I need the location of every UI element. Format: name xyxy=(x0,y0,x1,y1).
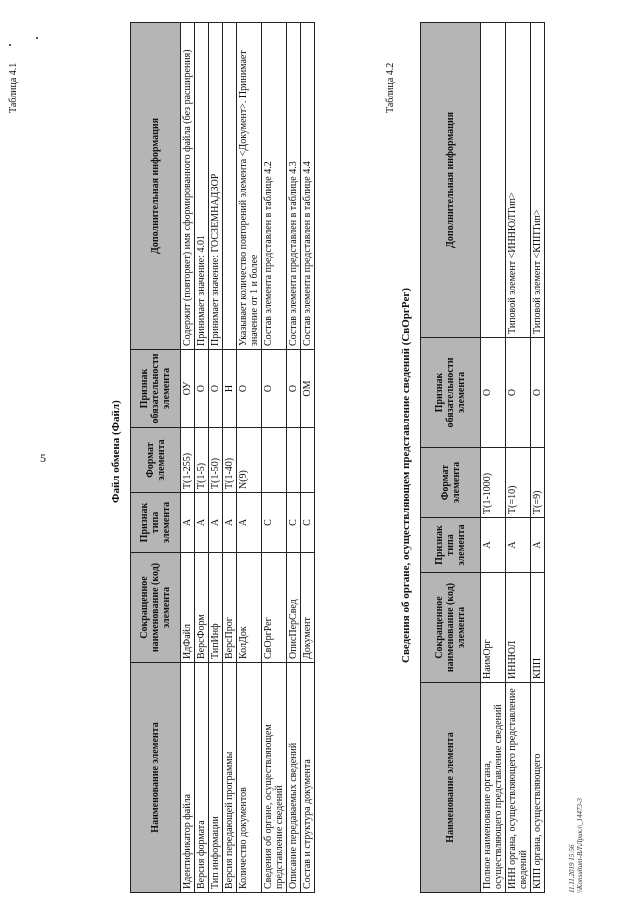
stamp-date: 11.11.2019 15:56 xyxy=(568,844,576,893)
table-caption: Таблица 4.2 xyxy=(385,62,396,113)
column-header: Сокращенное наименование (код) элемента xyxy=(131,553,181,663)
table-cell: А xyxy=(195,493,209,553)
column-header: Наименование элемента xyxy=(421,683,481,893)
column-header: Сокращенное наименование (код) элемента xyxy=(421,573,481,683)
table-row xyxy=(301,23,315,893)
column-header: Признак обязательности элемента xyxy=(421,338,481,448)
table-cell: Количество документов xyxy=(237,663,262,893)
table-cell: T(1-1000) xyxy=(481,448,506,518)
table-cell: КПП xyxy=(531,573,545,683)
table-cell: T(=10) xyxy=(506,448,531,518)
table-cell: А xyxy=(481,518,506,573)
table-cell: А xyxy=(223,493,237,553)
table-cell: T(1-5) xyxy=(195,428,209,493)
table-cell: Состав элемента представлен в таблице 4.3 xyxy=(287,23,301,350)
table-cell: ИНН органа, осуществляющего представление сведений xyxy=(506,683,531,893)
stamp-path: \\Konsultant-ВЛ\Лрикл\_14473-3 xyxy=(576,798,584,893)
column-header: Признак обязательности элемента xyxy=(131,350,181,428)
table-cell: КПП органа, осуществляющего xyxy=(531,683,545,893)
table-cell: Версия формата xyxy=(195,663,209,893)
column-header: Признак типа элемента xyxy=(421,518,481,573)
table-row xyxy=(209,23,223,893)
table-cell: А xyxy=(181,493,195,553)
table-row xyxy=(223,23,237,893)
table-row xyxy=(481,23,506,893)
table-cell xyxy=(223,23,237,350)
table-cell: N(9) xyxy=(237,428,262,493)
table-cell: О xyxy=(262,350,287,428)
table-cell: Типовой элемент <ИННЮЛТип> xyxy=(506,23,531,338)
table-cell: КолДок xyxy=(237,553,262,663)
table-cell: Типовой элемент <КППТип> xyxy=(531,23,545,338)
table-cell: T(1-50) xyxy=(209,428,223,493)
table-title: Сведения об органе, осуществляющем представление сведений (СвОргРег) xyxy=(400,287,412,663)
table-cell: Состав элемента представлен в таблице 4.2 xyxy=(262,23,287,350)
table-cell xyxy=(301,428,315,493)
table-cell: Версия передающей программы xyxy=(223,663,237,893)
table-cell: T(1-40) xyxy=(223,428,237,493)
table-cell: А xyxy=(506,518,531,573)
table-cell: С xyxy=(287,493,301,553)
table-cell: Содержит (повторяет) имя сформированного файла (без расширения) xyxy=(181,23,195,350)
table-row xyxy=(181,23,195,893)
table-cell: ОМ xyxy=(301,350,315,428)
page-number: 5 xyxy=(40,451,46,465)
table-cell: О xyxy=(506,338,531,448)
table-cell: ВерсПрог xyxy=(223,553,237,663)
table-row xyxy=(262,23,287,893)
table-cell: С xyxy=(301,493,315,553)
table-title: Файл обмена (Файл) xyxy=(110,400,122,503)
table-cell: С xyxy=(262,493,287,553)
column-header: Формат элемента xyxy=(421,448,481,518)
column-header: Формат элемента xyxy=(131,428,181,493)
table-caption: Таблица 4.1 xyxy=(8,62,19,113)
table-cell: А xyxy=(209,493,223,553)
table-cell: Н xyxy=(223,350,237,428)
file-stamp xyxy=(568,798,584,893)
table-cell: Документ xyxy=(301,553,315,663)
table-cell: ВерсФорм xyxy=(195,553,209,663)
table-cell: ИННЮЛ xyxy=(506,573,531,683)
table-cell: О xyxy=(481,338,506,448)
reporting-body-table xyxy=(420,22,545,893)
table-cell: Принимает значение: ГОСЗЕМНАДЗОР xyxy=(209,23,223,350)
exchange-file-table xyxy=(130,22,315,893)
column-header: Наименование элемента xyxy=(131,663,181,893)
table-cell: Состав и структура документа xyxy=(301,663,315,893)
column-header: Дополнительная информация xyxy=(421,23,481,338)
column-header: Признак типа элемента xyxy=(131,493,181,553)
table-cell: А xyxy=(531,518,545,573)
table-cell: Описание передаваемых сведений xyxy=(287,663,301,893)
column-header: Дополнительная информация xyxy=(131,23,181,350)
table-cell: О xyxy=(195,350,209,428)
table-cell: Указывает количество повторений элемента <Документ>. Принимает значение от 1 и более xyxy=(237,23,262,350)
table-cell: Полное наименование органа, осуществляющего представление сведений xyxy=(481,683,506,893)
table-row xyxy=(237,23,262,893)
table-row xyxy=(287,23,301,893)
table-cell: О xyxy=(531,338,545,448)
table-cell: Сведения об органе, осуществляющем представление сведений xyxy=(262,663,287,893)
table-cell: А xyxy=(237,493,262,553)
table-cell: О xyxy=(287,350,301,428)
table-cell: Принимает значение: 4.01 xyxy=(195,23,209,350)
table-cell: Тип информации xyxy=(209,663,223,893)
table-cell xyxy=(262,428,287,493)
table-cell: ИдФайл xyxy=(181,553,195,663)
table-cell: ОписПерСвед xyxy=(287,553,301,663)
table-cell: НаимОрг xyxy=(481,573,506,683)
table-cell: О xyxy=(209,350,223,428)
table-row xyxy=(506,23,531,893)
table-cell: Состав элемента представлен в таблице 4.4 xyxy=(301,23,315,350)
table-cell: T(1-255) xyxy=(181,428,195,493)
table-cell: ТипИнф xyxy=(209,553,223,663)
table-cell xyxy=(481,23,506,338)
table-cell xyxy=(287,428,301,493)
table-row xyxy=(531,23,545,893)
table-cell: Идентификатор файла xyxy=(181,663,195,893)
table-row xyxy=(195,23,209,893)
table-cell: СвОргРег xyxy=(262,553,287,663)
table-cell: ОУ xyxy=(181,350,195,428)
table-cell: T(=9) xyxy=(531,448,545,518)
table-cell: О xyxy=(237,350,262,428)
